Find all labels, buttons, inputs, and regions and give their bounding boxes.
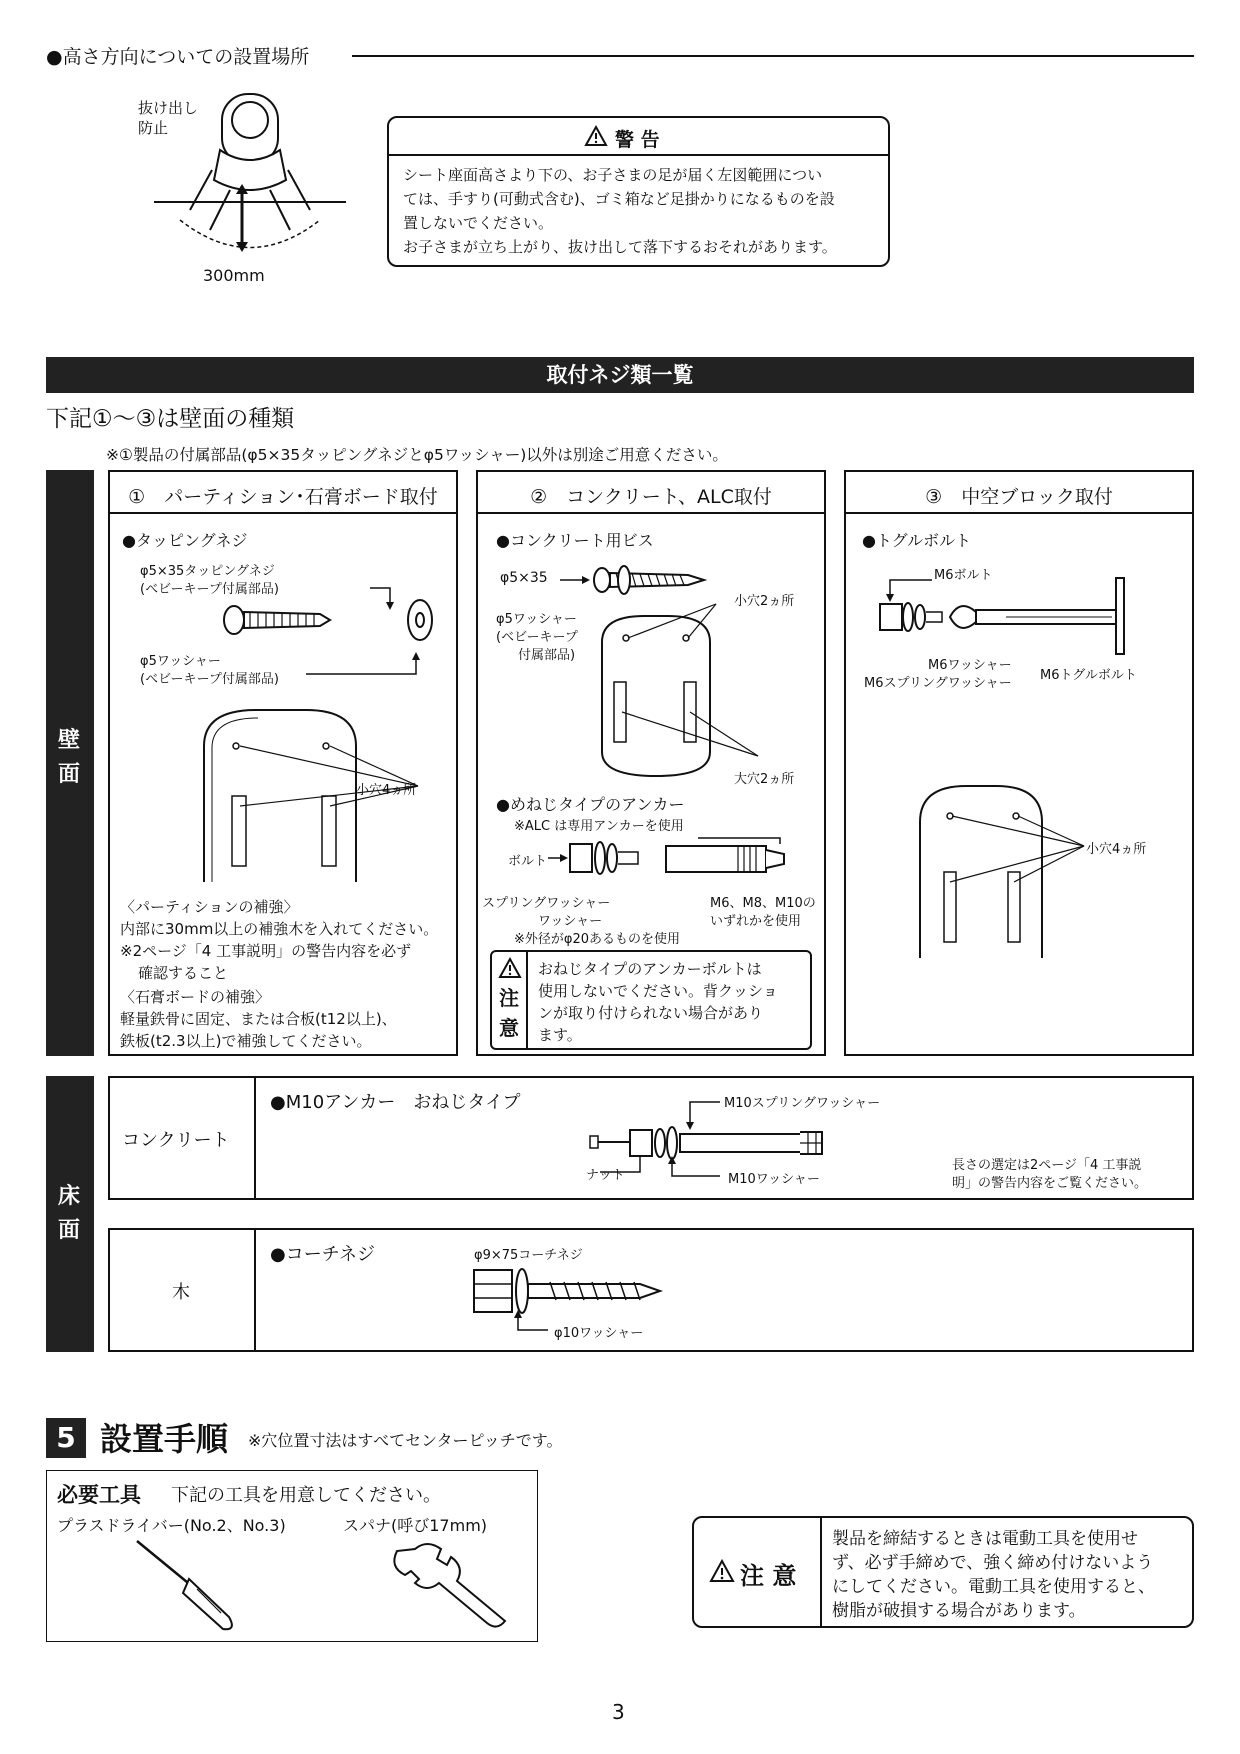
tools-desc: 下記の工具を用意してください。 (171, 1485, 441, 1506)
height-heading: ●高さ方向についての設置場所 (46, 46, 310, 68)
tools-title: 必要工具 (57, 1483, 141, 1507)
col3-hollow-block (844, 470, 1194, 1056)
tools-box (46, 1470, 538, 1642)
col2-caution-line: おねじタイプのアンカーボルトは (538, 960, 762, 978)
col2-caution-line: ます。 (538, 1026, 582, 1044)
child-seat-illustration (150, 90, 350, 270)
warning-line: シート座面高さより下の、お子さまの足が届く左図範囲につい (403, 166, 823, 184)
install-caution-line: 製品を締結するときは電動工具を使用せ (832, 1529, 1138, 1549)
partition-line: 確認すること (138, 964, 229, 982)
col2-caution-line: ンが取り付けられない場合があり (538, 1004, 764, 1022)
gypsum-title: 〈石膏ボードの補強〉 (120, 988, 271, 1006)
col2-anchor-item: ●めねじタイプのアンカー (496, 795, 685, 814)
col2-sizes: M6、M8、M10の (710, 896, 816, 911)
col3-m6-bolt: M6ボルト (934, 568, 993, 583)
floor-wood-washer: φ10ワッシャー (554, 1326, 644, 1341)
caution-triangle-icon (499, 958, 521, 978)
install-caution-title: 注 意 (740, 1562, 797, 1590)
floor-wood-item: ●コーチネジ (270, 1244, 375, 1265)
partition-line: 内部に30mm以上の補強木を入れてください。 (120, 920, 439, 938)
col2-sizes2: いずれかを使用 (710, 914, 802, 929)
col3-holes: 小穴4ヵ所 (1086, 842, 1147, 857)
col3-m6-washer: M6ワッシャー (928, 658, 1012, 673)
floor-concrete-note2: 明」の警告内容をご覧ください。 (952, 1176, 1148, 1191)
tool-screwdriver-label: プラスドライバー(No.2、No.3) (57, 1516, 286, 1535)
col2-header: ② コンクリート、ALC取付 (530, 486, 772, 508)
col2-alc-note: ※ALC は専用アンカーを使用 (514, 819, 684, 834)
warning-box (387, 116, 890, 267)
heading-rule (352, 55, 1194, 57)
anchor-illustration (548, 830, 818, 890)
tool-spanner-label: スパナ(呼び17mm) (343, 1516, 488, 1535)
floor-wood-screw: φ9×75コーチネジ (474, 1248, 583, 1263)
col2-washer-label: ワッシャー (538, 914, 603, 929)
screws-note: ※①製品の付属部品(φ5×35タッピングネジとφ5ワッシャー)以外は別途ご用意ください。 (106, 446, 728, 464)
warning-title: 警 告 (615, 129, 660, 151)
col1-header: ① パーティション･石膏ボード取付 (128, 486, 438, 508)
col1-washer-sub: (ベビーキープ付属部品) (140, 672, 279, 687)
install-caution-line: にしてください。電動工具を使用すると、 (832, 1577, 1155, 1597)
fall-prevention-label: 抜け出し 防止 (138, 99, 199, 137)
col2-bracket-illustration (598, 612, 798, 782)
caution-char: 注 (499, 986, 519, 1010)
col1-screw-label: φ5×35タッピングネジ (140, 564, 275, 579)
col2-washer: φ5ワッシャー (496, 612, 577, 627)
floor-wood-row (108, 1228, 1194, 1352)
screws-subtitle: 下記①～③は壁面の種類 (46, 406, 295, 432)
warning-triangle-icon (585, 126, 607, 146)
col1-holes: 小穴4ヵ所 (356, 783, 417, 798)
col2-small-holes: 小穴2ヵ所 (734, 594, 795, 609)
floor-wood-label: 木 (172, 1282, 190, 1303)
install-caution-line: ず、必ず手締めで、強く締め付けないよう (832, 1553, 1154, 1573)
col2-outer-note: ※外径がφ20あるものを使用 (514, 932, 681, 947)
floor-concrete-note: 長さの選定は2ページ「4 工事説 (952, 1158, 1142, 1173)
col2-size: φ5×35 (500, 570, 548, 586)
col1-screw-sub: (ベビーキープ付属部品) (140, 582, 279, 597)
install-title: 設置手順 (100, 1420, 229, 1458)
toggle-bolt-illustration (876, 568, 1166, 648)
tapping-screw-illustration (220, 568, 440, 638)
washer-pointer (306, 648, 426, 678)
partition-line: ※2ページ「4 工事説明」の警告内容を必ず (120, 942, 412, 960)
floor-concrete-nut: ナット (586, 1168, 625, 1183)
warning-header (389, 118, 888, 156)
wall-label: 壁 面 (58, 728, 81, 787)
install-caution-line: 樹脂が破損する場合があります。 (832, 1601, 1086, 1621)
concrete-screw-illustration (558, 560, 728, 600)
floor-concrete-row (108, 1076, 1194, 1200)
col2-bolt: ボルト (508, 854, 548, 869)
floor-concrete-label: コンクリート (122, 1130, 230, 1151)
floor-concrete-washer: M10ワッシャー (728, 1172, 820, 1187)
col2-caution-box (490, 950, 812, 1050)
col3-header: ③ 中空ブロック取付 (925, 486, 1113, 508)
dimension-300mm: 300mm (203, 266, 265, 285)
col2-caution-line: 使用しないでください。背クッショ (538, 982, 778, 1000)
col2-item: ●コンクリート用ビス (496, 531, 654, 550)
gypsum-line: 軽量鉄骨に固定、または合板(t12以上)、 (120, 1010, 397, 1028)
col1-item: ●タッピングネジ (122, 531, 248, 550)
floor-concrete-spring: M10スプリングワッシャー (724, 1096, 881, 1111)
col1-partition (108, 470, 458, 1056)
partition-title: 〈パーティションの補強〉 (120, 898, 299, 916)
caution-char: 意 (499, 1016, 519, 1040)
col3-m6-spring: M6スプリングワッシャー (864, 676, 1012, 691)
install-subnote: ※穴位置寸法はすべてセンターピッチです。 (248, 1431, 563, 1450)
warning-line: お子さまが立ち上がり、抜け出して落下するおそれがあります。 (403, 238, 837, 256)
floor-concrete-item: ●M10アンカー おねじタイプ (270, 1092, 521, 1113)
warning-line: 置しないでください。 (403, 214, 554, 232)
screws-title-band: 取付ネジ類一覧 (46, 357, 1194, 393)
screwdriver-icon (133, 1537, 273, 1637)
col2-concrete (476, 470, 826, 1056)
warning-line: ては、手すり(可動式含む)、ゴミ箱など足掛かりになるものを設 (403, 190, 835, 208)
col3-item: ●トグルボルト (862, 531, 972, 550)
col3-bracket-illustration (916, 782, 1166, 962)
col2-washer-sub: (ベビーキープ (496, 630, 578, 645)
gypsum-line: 鉄板(t2.3以上)で補強してください。 (120, 1032, 372, 1050)
section-number: 5 (46, 1418, 86, 1458)
install-caution-box (692, 1516, 1194, 1628)
caution-triangle-icon (710, 1560, 734, 1582)
col2-spring-washer: スプリングワッシャー (482, 896, 611, 911)
col2-washer-sub2: 付属部品) (518, 648, 576, 663)
floor-label: 床 面 (58, 1184, 81, 1243)
col3-m6-toggle: M6トグルボルト (1040, 668, 1137, 683)
page-number: 3 (612, 1700, 625, 1724)
col2-large-holes: 大穴2ヵ所 (734, 772, 795, 787)
col1-washer-label: φ5ワッシャー (140, 654, 221, 669)
spanner-icon (387, 1537, 517, 1637)
